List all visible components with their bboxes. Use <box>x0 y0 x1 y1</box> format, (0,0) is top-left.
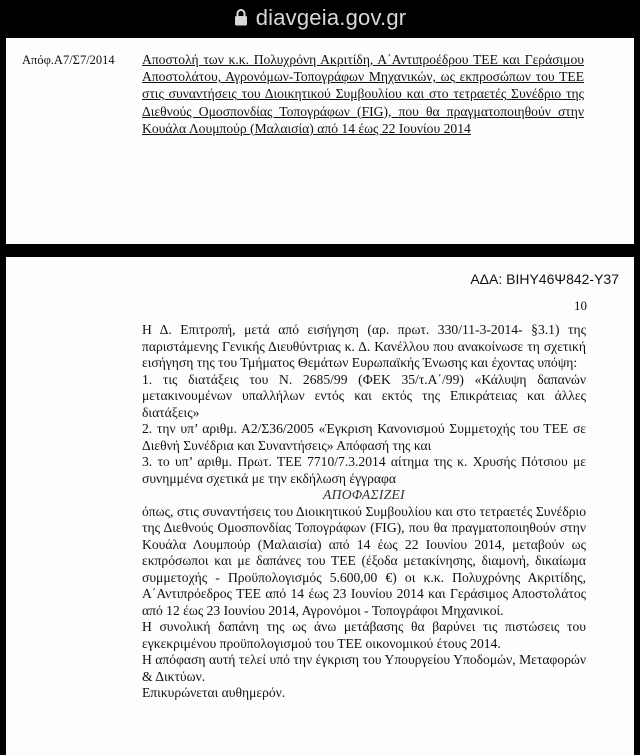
url-text: diavgeia.gov.gr <box>255 5 407 30</box>
consideration-item-1: 1. τις διατάξεις του Ν. 2685/99 (ΦΕΚ 35/τ.Α΄/99) «Κάλυψη δαπανών μετακινουμένων υπαλλήλων εντός και εκτός της Επικράτειας και άλλες διατάξεις» <box>142 371 586 420</box>
decision-subject: Αποστολή των κ.κ. Πολυχρόνη Ακριτίδη, Α΄Αντιπροέδρου ΤΕΕ και Γεράσιμου Αποστολάτου, Αγρονόμων-Τοπογράφων Μηχανικών, ως εκπροσώπων του ΤΕΕ στις συναντήσεις του Διοικητικού Συμβουλίου και στο τετραετές Συνέδριο της Διεθνούς Ομοσπονδίας Τοπογράφων (FIG), που θα πραγματοποιηθούν στην Κουάλα Λουμπούρ (Μαλαισία) από 14 έως 22 Ιουνίου 2014 <box>142 52 584 136</box>
consideration-item-3: 3. το υπ’ αριθμ. Πρωτ. ΤΕΕ 7710/7.3.2014 αίτημα της κ. Χρυσής Πότσιου με συνημμένα σχετικά με την εκδήλωση έγγραφα <box>142 454 586 486</box>
ada-code: ΑΔΑ: ΒΙΗΥ46Ψ842-Υ37 <box>470 271 619 287</box>
decides-heading: ΑΠΟΦΑΣΙΖΕΙ <box>323 487 405 502</box>
document-page-bottom <box>6 257 634 755</box>
consideration-item-2: 2. την υπ’ αριθμ. Α2/Σ36/2005 «Έγκριση Κανονισμού Συμμετοχής του ΤΕΕ σε Διεθνή Συνέδρια και Συναντήσεις» Απόφασή της και <box>142 421 586 453</box>
intro-paragraph: Η Δ. Επιτροπή, μετά από εισήγηση (αρ. πρωτ. 330/11-3-2014- §3.1) της παριστάμενης Γενικής Διευθύντριας κ. Δ. Κανέλλου που ανακοίνωσε τη σχετική εισήγηση της του Τμήματος Θεμάτων Ευρωπαϊκής Ένωσης και έχοντας υπόψη: <box>142 322 586 370</box>
address-bar[interactable] <box>0 0 640 36</box>
page-number: 10 <box>574 298 587 313</box>
decision-reference: Απόφ.Α7/Σ7/2014 <box>22 53 115 67</box>
lock-icon <box>234 8 248 26</box>
ratified-paragraph: Επικυρώνεται αυθημερόν. <box>142 685 286 700</box>
document-page-top <box>6 38 634 244</box>
expense-paragraph: Η συνολική δαπάνη της ως άνω μετάβασης θα βαρύνει τις πιστώσεις του εγκεκριμένου προϋπολογισμού του ΤΕΕ οικονομικού έτους 2014. <box>142 619 586 651</box>
decision-text: όπως, στις συναντήσεις του Διοικητικού Συμβουλίου και στο τετραετές Συνέδριο της Διεθνούς Ομοσπονδίας Τοπογράφων (FIG), που θα πραγματοποιηθούν στην Κουάλα Λουμπούρ (Μαλαισία) από 14 έως 22 Ιουνίου 2014, μεταβούν ως εκπρόσωποι και με δαπάνες του ΤΕΕ (έξοδα μετακίνησης, διαμονή, δικαίωμα συμμετοχής - Προϋπολογισμός 5.600,00 €) οι κ.κ. Πολυχρόνης Ακριτίδης, Α΄Αντιπρόεδρος ΤΕΕ από 14 έως 23 Ιουνίου 2014 και Γεράσιμος Αποστολάτος από 12 έως 23 Ιουνίου 2014, Αγρονόμοι - Τοπογράφοι Μηχανικοί. <box>142 503 586 618</box>
approval-paragraph: Η απόφαση αυτή τελεί υπό την έγκριση του Υπουργείου Υποδομών, Μεταφορών & Δικτύων. <box>142 652 586 684</box>
decision-body <box>142 322 586 702</box>
